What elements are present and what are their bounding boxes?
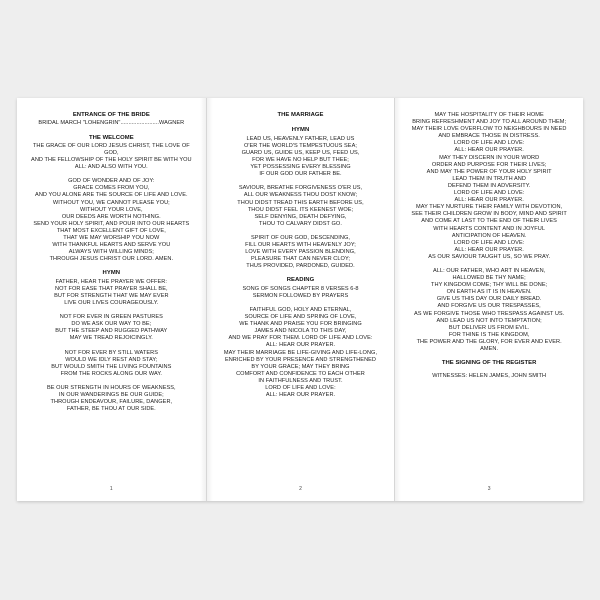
text-line: THAT MOST EXCELLENT GIFT OF LOVE, [56, 227, 166, 234]
text-paragraph [217, 235, 385, 270]
page-1 [17, 98, 206, 501]
booklet-spread [17, 98, 583, 501]
text-line: ALWAYS WITH WILLING MINDS; [68, 249, 154, 256]
section-heading: ENTRANCE OF THE BRIDE [72, 112, 150, 118]
text-line: DO WE ASK OUR WAY TO BE; [71, 321, 152, 328]
page-content [217, 112, 385, 399]
text-line: NOT FOR EVER IN GREEN PASTURES [59, 314, 163, 321]
text-line: WITHOUT YOU, WE CANNOT PLEASE YOU; [52, 199, 170, 206]
page-content [405, 112, 573, 380]
text-paragraph [27, 143, 196, 171]
spacer [27, 378, 196, 385]
text-line: MAY THEY DISCERN IN YOUR WORD [439, 154, 540, 161]
text-line: MAY THEY NURTURE THEIR FAMILY WITH DEVOTION, [416, 204, 563, 211]
text-line: WITH THANKFUL HEARTS AND SERVE YOU [52, 242, 171, 249]
text-line: OUR DEEDS ARE WORTH NOTHING. [61, 213, 161, 220]
text-line: ALL: HEAR OUR PRAYER. [265, 342, 336, 349]
text-paragraph [27, 314, 196, 342]
text-paragraph [27, 385, 196, 413]
text-line: AND MAY THE POWER OF YOUR HOLY SPIRIT [426, 168, 552, 175]
text-line: LORD OF LIFE AND LOVE: [453, 239, 525, 246]
text-line: THE POWER AND THE GLORY, FOR EVER AND EVER. [416, 338, 562, 345]
text-line: LORD OF LIFE AND LOVE: [453, 140, 525, 147]
spacer [27, 128, 196, 135]
text-paragraph [405, 112, 573, 261]
text-line: AND LEAD US NOT INTO TEMPTATION; [436, 317, 542, 324]
text-line: LOVE WITH EVERY PASSION BLENDING, [245, 249, 356, 256]
text-line: THUS PROVIDED, PARDONED, GUIDED. [246, 263, 355, 270]
text-paragraph [405, 373, 573, 380]
text-line: BUT THE STEEP AND RUGGED PATHWAY [55, 328, 168, 335]
section-subtitle: BRIDAL MARCH "LOHENGRIN"........................WAGNER [38, 120, 185, 127]
page-number: 3 [487, 485, 491, 492]
text-line: IF OUR GOD OUR FATHER BE. [259, 171, 342, 178]
text-line: THOU DIDST TREAD THIS EARTH BEFORE US, [237, 199, 364, 206]
spacer [27, 263, 196, 270]
text-line: AND THE FELLOWSHIP OF THE HOLY SPIRIT BE WITH YOU [31, 157, 192, 164]
text-paragraph [27, 350, 196, 378]
text-line: HALLOWED BE THY NAME; [452, 275, 526, 282]
text-paragraph [405, 268, 573, 353]
text-line: AND WE PRAY FOR THEM. LORD OF LIFE AND LOVE: [228, 335, 373, 342]
text-line: BUT FOR STRENGTH THAT WE MAY EVER [54, 293, 169, 299]
text-line: SPIRIT OF OUR GOD, DESCENDING, [250, 234, 350, 241]
text-line: THOU DIDST FEEL ITS KEENEST WOE; [247, 206, 354, 213]
text-line: ALL: HEAR OUR PRAYER. [454, 246, 524, 253]
text-line: ORDER AND PURPOSE FOR THEIR LIVES; [431, 161, 547, 168]
text-line: ALL: AND ALSO WITH YOU. [74, 164, 148, 171]
section-heading: THE SIGNING OF THE REGISTER [441, 360, 537, 367]
text-line: LIVE OUR LIVES COURAGEOUSLY. [64, 300, 159, 307]
page-number: 1 [109, 485, 113, 492]
text-line: WITHOUT YOUR LOVE, [80, 206, 143, 213]
text-paragraph [27, 178, 196, 263]
text-paragraph [27, 279, 196, 307]
text-line: SONG OF SONGS CHAPTER 8 VERSES 6-8 [242, 285, 359, 292]
text-line: AND FORGIVE US OUR TRESPASSES, [437, 303, 541, 310]
text-line: THY KINGDOM COME; THY WILL BE DONE; [431, 282, 548, 289]
page-2 [206, 98, 395, 501]
section-heading: THE MARRIAGE [277, 112, 324, 118]
text-line: LEAD THEM IN TRUTH AND [452, 175, 526, 182]
text-paragraph [217, 286, 385, 300]
text-line: FATHER, HEAR THE PRAYER WE OFFER: [55, 278, 168, 285]
text-line: O'ER THE WORLD'S TEMPESTUOUS SEA; [243, 142, 357, 149]
spacer [27, 171, 196, 178]
text-line: YET POSSESSING EVERY BLESSING [250, 164, 351, 171]
text-line: ALL: HEAR OUR PRAYER. [265, 392, 336, 399]
spacer [27, 343, 196, 350]
spacer [217, 178, 385, 185]
text-line: GUARD US, GUIDE US, KEEP US, FEED US, [241, 150, 360, 156]
text-line: GIVE US THIS DAY OUR DAILY BREAD. [436, 296, 542, 303]
text-line: FOR WE HAVE NO HELP BUT THEE; [252, 157, 349, 164]
section-heading: HYMN [102, 270, 121, 277]
text-paragraph [217, 307, 385, 399]
text-line: BRING REFRESHMENT AND JOY TO ALL AROUND THEM; [412, 119, 567, 126]
text-line: AND COME AT LAST TO THE END OF THEIR LIVES [421, 218, 557, 225]
spacer [405, 353, 573, 360]
text-line: THROUGH JESUS CHRIST OUR LORD. AMEN. [49, 256, 174, 263]
spacer [217, 300, 385, 307]
text-line: FAITHFUL GOD, HOLY AND ETERNAL, [249, 307, 352, 313]
text-line: JAMES AND NICOLA TO THIS DAY, [254, 328, 347, 335]
text-line: ENRICHED BY YOUR PRESENCE AND STRENGTHENED [224, 356, 377, 363]
text-line: IN OUR WANDERINGS BE OUR GUIDE; [58, 392, 164, 399]
text-line: FROM THE ROCKS ALONG OUR WAY. [60, 370, 162, 377]
text-line: FOR THINE IS THE KINGDOM, [448, 331, 530, 338]
text-line: GOD OF WONDER AND OF JOY: [68, 178, 155, 185]
text-line: BUT DELIVER US FROM EVIL. [448, 324, 530, 331]
spacer [27, 307, 196, 314]
text-line: THE GRACE OF OUR LORD JESUS CHRIST, THE LOVE OF GOD, [32, 142, 190, 156]
text-line: BUT WOULD SMITH THE LIVING FOUNTAINS [51, 363, 172, 370]
text-line: ALL: HEAR OUR PRAYER. [454, 197, 524, 204]
text-line: MAY THEIR LOVE OVERFLOW TO NEIGHBOURS IN NEED [411, 126, 567, 133]
text-line: ALL: HEAR OUR PRAYER. [454, 147, 524, 154]
text-line: NOT FOR EASE THAT PRAYER SHALL BE, [55, 285, 168, 292]
spacer [217, 270, 385, 277]
text-paragraph [217, 136, 385, 179]
text-line: WE THANK AND PRAISE YOU FOR BRINGING [239, 321, 362, 328]
text-line: GRACE COMES FROM YOU, [73, 185, 150, 192]
text-line: AS OUR SAVIOUR TAUGHT US, SO WE PRAY. [428, 253, 551, 260]
text-line: WITNESSES: HELEN JAMES, JOHN SMITH [432, 372, 547, 379]
text-line: IN FAITHFULNESS AND TRUST. [258, 377, 343, 384]
text-line: LORD OF LIFE AND LOVE: [265, 385, 336, 392]
text-paragraph [217, 185, 385, 228]
text-line: SEND YOUR HOLY SPIRIT, AND POUR INTO OUR HEARTS [33, 220, 190, 227]
text-line: ANTICIPATION OF HEAVEN. [451, 232, 527, 239]
text-line: SAVIOUR, BREATHE FORGIVENESS O'ER US, [238, 185, 363, 192]
text-line: ALL OUR WEAKNESS THOU DOST KNOW; [243, 192, 358, 199]
spacer [405, 261, 573, 268]
text-line: FATHER, BE THOU AT OUR SIDE. [66, 406, 156, 413]
page-number: 2 [299, 485, 302, 492]
text-line: SELF DENYING, DEATH DEFYING, [254, 213, 347, 220]
text-line: WITH HEARTS CONTENT AND IN JOYFUL [433, 225, 546, 232]
text-line: FILL OUR HEARTS WITH HEAVENLY JOY; [245, 242, 356, 249]
text-line: LORD OF LIFE AND LOVE: [453, 190, 525, 197]
text-line: ALL: OUR FATHER, WHO ART IN HEAVEN, [432, 267, 546, 274]
text-line: SERMON FOLLOWED BY PRAYERS [252, 292, 349, 299]
section-heading: HYMN [291, 127, 310, 134]
text-line: AMEN. [480, 346, 499, 352]
text-line: LEAD US, HEAVENLY FATHER, LEAD US [246, 135, 355, 142]
text-line: MAY THE HOSPITALITY OF THEIR HOME [434, 112, 544, 118]
text-line: AS WE FORGIVE THOSE WHO TRESPASS AGAINST US. [413, 310, 565, 317]
text-line: WOULD WE IDLY REST AND STAY; [65, 356, 158, 363]
section-heading: READING [286, 277, 315, 284]
page-content [27, 112, 196, 413]
text-line: DEFEND THEM IN ADVERSITY. [447, 182, 531, 189]
fold-shadow [395, 98, 401, 501]
text-line: BE OUR STRENGTH IN HOURS OF WEAKNESS, [47, 384, 176, 391]
text-line: SOURCE OF LIFE AND SPRING OF LOVE, [244, 314, 357, 321]
fold-shadow [207, 98, 213, 501]
text-line: PLEASURE THAT CAN NEVER CLOY; [250, 256, 350, 263]
text-line: MAY WE TREAD REJOICINGLY. [69, 335, 153, 342]
text-line: ON EARTH AS IT IS IN HEAVEN. [446, 289, 532, 296]
text-line: NOT FOR EVER BY STILL WATERS [64, 349, 158, 356]
text-line: THAT WE MAY WORSHIP YOU NOW [63, 235, 160, 242]
spacer [217, 228, 385, 235]
text-line: THOU TO CALVARY DIDST GO. [259, 220, 342, 227]
text-line: SEE THEIR CHILDREN GROW IN BODY, MIND AND SPIRIT [411, 211, 567, 218]
page-3 [394, 98, 583, 501]
text-line: AND EMBRACE THOSE IN DISTRESS. [438, 133, 540, 140]
text-line: THROUGH ENDEAVOUR, FAILURE, DANGER, [50, 399, 173, 406]
text-line: AND YOU ALONE ARE THE SOURCE OF LIFE AND LOVE. [35, 192, 188, 199]
text-line: MAY THEIR MARRIAGE BE LIFE-GIVING AND LIFE-LONG, [223, 349, 378, 356]
text-line: COMFORT AND CONFIDENCE TO EACH OTHER [236, 370, 365, 377]
section-heading: THE WELCOME [88, 134, 134, 141]
text-line: BY YOUR GRACE; MAY THEY BRING [251, 363, 350, 370]
spacer [217, 120, 385, 127]
